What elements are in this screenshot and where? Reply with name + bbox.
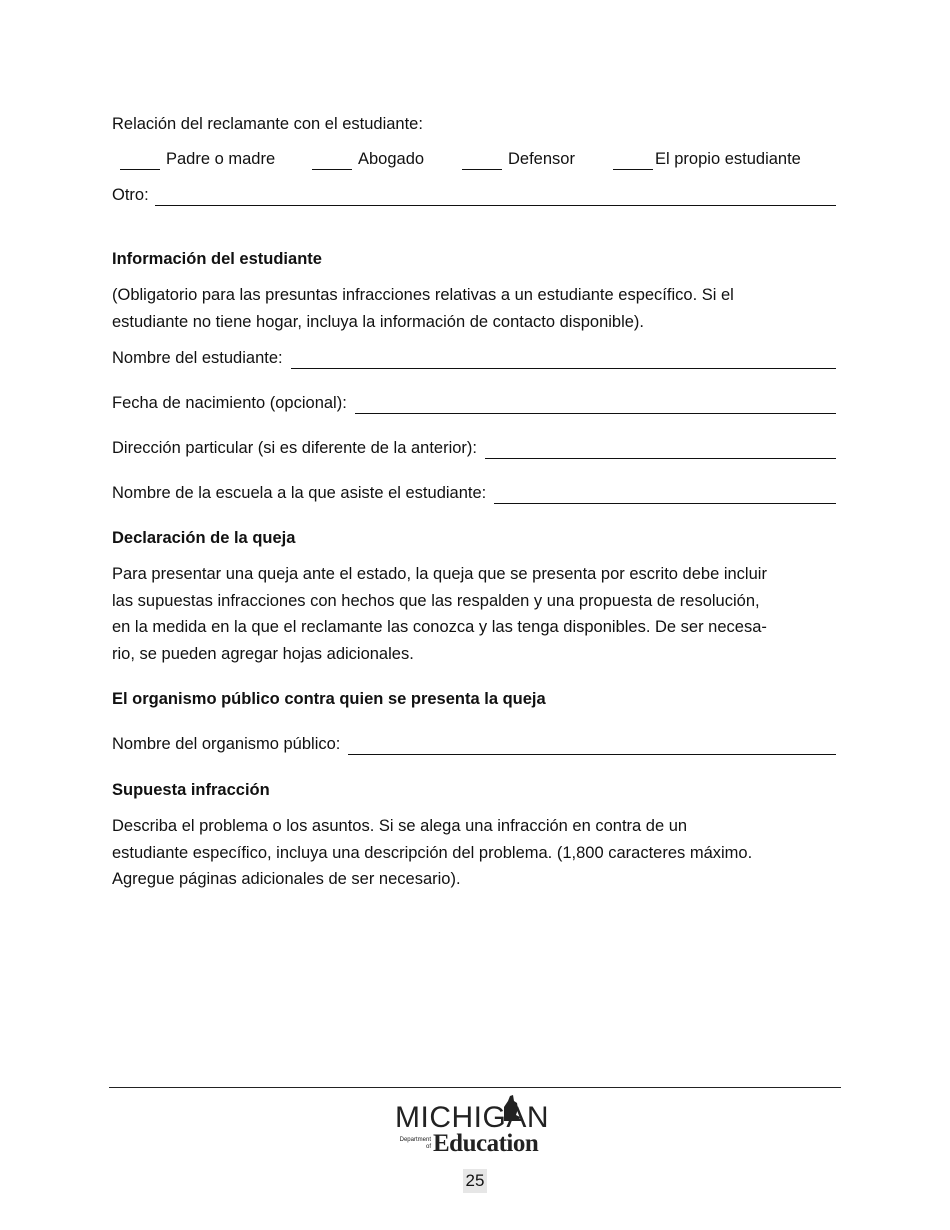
violation-heading: Supuesta infracción — [112, 781, 270, 799]
address-field — [112, 437, 836, 459]
agency-name-input[interactable] — [348, 737, 836, 755]
violation-paragraph: Describa el problema o los asuntos. Si se alega una infracción en contra de un estudiante específico, incluya una descripción del problema. (1,800 caracteres máximo. Agregue páginas adicionales de ser necesario). — [112, 817, 753, 888]
option-parent: Padre o madre — [120, 148, 275, 170]
logo-education: Education — [433, 1130, 539, 1157]
student-name-input[interactable] — [291, 351, 836, 369]
option-self: El propio estudiante — [613, 148, 801, 170]
other-label: Otro: — [112, 186, 149, 204]
student-name-label: Nombre del estudiante: — [112, 349, 283, 367]
footer-divider — [109, 1087, 841, 1088]
other-input[interactable] — [155, 188, 836, 206]
student-name-field — [112, 347, 836, 369]
michigan-education-logo — [395, 1093, 555, 1157]
option-lawyer: Abogado — [312, 148, 424, 170]
address-input[interactable] — [485, 441, 836, 459]
other-field — [112, 184, 836, 206]
option-blank[interactable] — [120, 152, 160, 170]
logo-michigan: MICHIGAN — [395, 1101, 549, 1134]
option-advocate: Defensor — [462, 148, 575, 170]
option-blank[interactable] — [613, 152, 653, 170]
address-label: Dirección particular (si es diferente de la anterior): — [112, 439, 477, 457]
page-number: 25 — [463, 1169, 487, 1193]
dob-field — [112, 392, 836, 414]
document-page — [112, 0, 837, 1230]
logo-department: Department of — [399, 1137, 431, 1150]
dob-input[interactable] — [355, 396, 836, 414]
complaint-heading: Declaración de la queja — [112, 529, 296, 547]
relation-label: Relación del reclamante con el estudiante: — [112, 115, 423, 133]
agency-name-label: Nombre del organismo público: — [112, 735, 341, 753]
agency-heading: El organismo público contra quien se presenta la queja — [112, 690, 546, 708]
student-info-note: (Obligatorio para las presuntas infracciones relativas a un estudiante específico. Si el estudiante no tiene hogar, incluya la información de contacto disponible). — [112, 286, 734, 331]
school-field — [112, 482, 836, 504]
dob-label: Fecha de nacimiento (opcional): — [112, 394, 347, 412]
agency-name-field — [112, 733, 836, 755]
option-blank[interactable] — [462, 152, 502, 170]
school-label: Nombre de la escuela a la que asiste el estudiante: — [112, 484, 487, 502]
school-input[interactable] — [494, 486, 836, 504]
student-info-heading: Información del estudiante — [112, 250, 322, 268]
complaint-paragraph: Para presentar una queja ante el estado, la queja que se presenta por escrito debe incluir las supuestas infracciones con hechos que las respalden y una propuesta de resolución, en la medida en la que el reclamante las conozca y las tenga disponibles. De ser necesa- rio, se pueden agregar hojas adicionales. — [112, 565, 767, 663]
option-blank[interactable] — [312, 152, 352, 170]
